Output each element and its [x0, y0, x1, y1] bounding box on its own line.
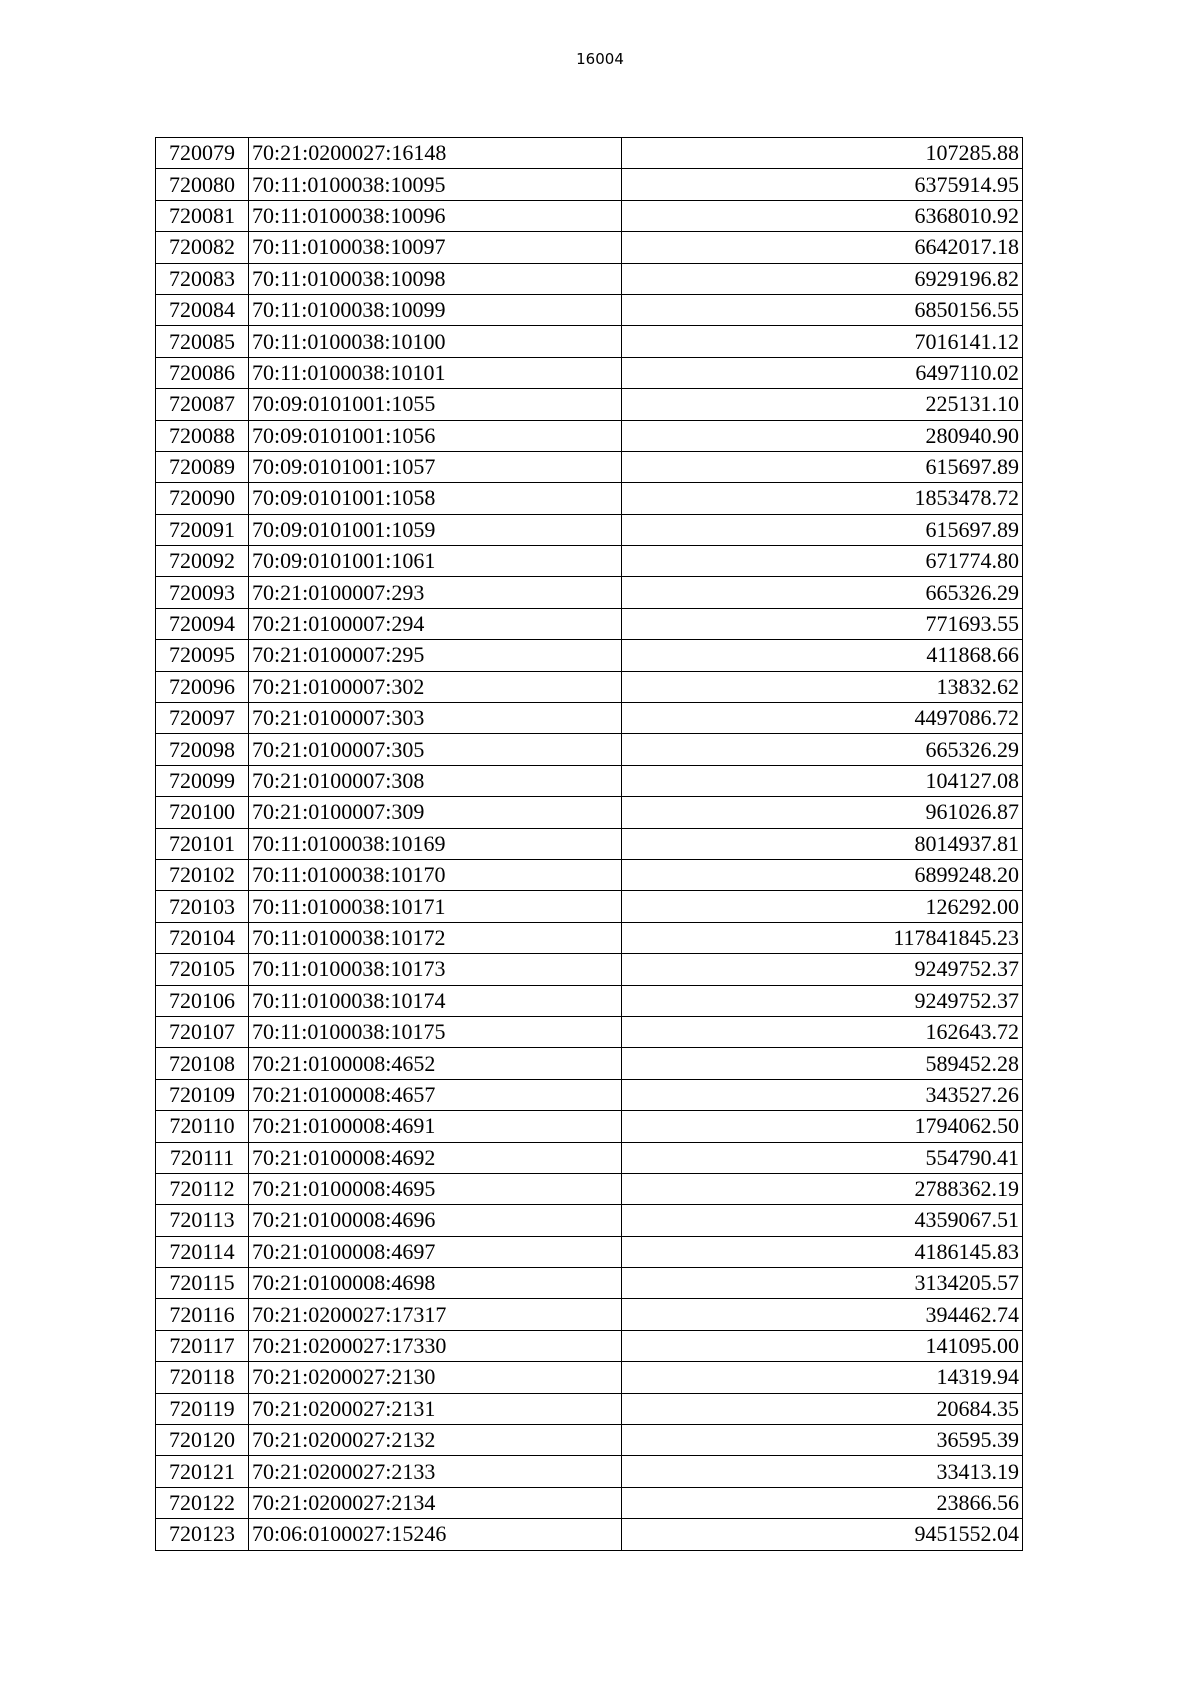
table-row [156, 640, 1023, 671]
cadastral-number-cell: 70:21:0100008:4695 [249, 1173, 622, 1204]
cadastral-number-cell: 70:11:0100038:10096 [249, 200, 622, 231]
value-cell: 1794062.50 [622, 1111, 1023, 1142]
row-number-cell: 720108 [156, 1048, 249, 1079]
value-cell: 4359067.51 [622, 1205, 1023, 1236]
cadastral-number-cell: 70:21:0200027:17317 [249, 1299, 622, 1330]
value-cell: 2788362.19 [622, 1173, 1023, 1204]
cadastral-number-cell: 70:11:0100038:10169 [249, 828, 622, 859]
cadastral-number-cell: 70:21:0100008:4698 [249, 1268, 622, 1299]
value-cell: 33413.19 [622, 1456, 1023, 1487]
value-cell: 107285.88 [622, 138, 1023, 169]
table-row [156, 169, 1023, 200]
row-number-cell: 720109 [156, 1079, 249, 1110]
table-row [156, 1456, 1023, 1487]
row-number-cell: 720092 [156, 546, 249, 577]
row-number-cell: 720104 [156, 922, 249, 953]
row-number-cell: 720095 [156, 640, 249, 671]
row-number-cell: 720121 [156, 1456, 249, 1487]
table-row [156, 859, 1023, 890]
value-cell: 13832.62 [622, 671, 1023, 702]
cadastral-number-cell: 70:21:0200027:2132 [249, 1425, 622, 1456]
table-row [156, 954, 1023, 985]
row-number-cell: 720101 [156, 828, 249, 859]
row-number-cell: 720115 [156, 1268, 249, 1299]
row-number-cell: 720093 [156, 577, 249, 608]
value-cell: 9249752.37 [622, 985, 1023, 1016]
value-cell: 343527.26 [622, 1079, 1023, 1110]
row-number-cell: 720114 [156, 1236, 249, 1267]
value-cell: 162643.72 [622, 1016, 1023, 1047]
value-cell: 126292.00 [622, 891, 1023, 922]
row-number-cell: 720079 [156, 138, 249, 169]
row-number-cell: 720122 [156, 1487, 249, 1518]
value-cell: 615697.89 [622, 451, 1023, 482]
table-row [156, 797, 1023, 828]
cadastral-number-cell: 70:21:0100007:305 [249, 734, 622, 765]
table-row [156, 514, 1023, 545]
row-number-cell: 720123 [156, 1519, 249, 1550]
table-row [156, 985, 1023, 1016]
row-number-cell: 720107 [156, 1016, 249, 1047]
table-row [156, 483, 1023, 514]
row-number-cell: 720105 [156, 954, 249, 985]
row-number-cell: 720088 [156, 420, 249, 451]
value-cell: 961026.87 [622, 797, 1023, 828]
table-row [156, 294, 1023, 325]
page-number: 16004 [576, 50, 624, 68]
table-row [156, 922, 1023, 953]
table-row [156, 1393, 1023, 1424]
table-row [156, 891, 1023, 922]
table-row [156, 1299, 1023, 1330]
cadastral-number-cell: 70:11:0100038:10100 [249, 326, 622, 357]
row-number-cell: 720084 [156, 294, 249, 325]
value-cell: 104127.08 [622, 765, 1023, 796]
table-row [156, 1142, 1023, 1173]
table-row [156, 1048, 1023, 1079]
cadastral-number-cell: 70:11:0100038:10101 [249, 357, 622, 388]
table-row [156, 1425, 1023, 1456]
row-number-cell: 720087 [156, 389, 249, 420]
value-cell: 117841845.23 [622, 922, 1023, 953]
value-cell: 6375914.95 [622, 169, 1023, 200]
cadastral-number-cell: 70:21:0100007:309 [249, 797, 622, 828]
row-number-cell: 720099 [156, 765, 249, 796]
table-row [156, 828, 1023, 859]
table-row [156, 577, 1023, 608]
row-number-cell: 720119 [156, 1393, 249, 1424]
value-cell: 14319.94 [622, 1362, 1023, 1393]
value-cell: 554790.41 [622, 1142, 1023, 1173]
table-row [156, 357, 1023, 388]
table-row [156, 703, 1023, 734]
table-row [156, 1362, 1023, 1393]
cadastral-number-cell: 70:21:0200027:2130 [249, 1362, 622, 1393]
cadastral-number-cell: 70:06:0100027:15246 [249, 1519, 622, 1550]
value-cell: 3134205.57 [622, 1268, 1023, 1299]
value-cell: 225131.10 [622, 389, 1023, 420]
cadastral-number-cell: 70:21:0100007:293 [249, 577, 622, 608]
cadastral-number-cell: 70:09:0101001:1055 [249, 389, 622, 420]
value-cell: 665326.29 [622, 734, 1023, 765]
cadastral-number-cell: 70:21:0100007:303 [249, 703, 622, 734]
row-number-cell: 720080 [156, 169, 249, 200]
table-row [156, 451, 1023, 482]
cadastral-number-cell: 70:09:0101001:1058 [249, 483, 622, 514]
value-cell: 20684.35 [622, 1393, 1023, 1424]
value-cell: 7016141.12 [622, 326, 1023, 357]
value-cell: 141095.00 [622, 1330, 1023, 1361]
table-row [156, 389, 1023, 420]
row-number-cell: 720090 [156, 483, 249, 514]
value-cell: 671774.80 [622, 546, 1023, 577]
table-row [156, 1487, 1023, 1518]
row-number-cell: 720081 [156, 200, 249, 231]
cadastral-number-cell: 70:11:0100038:10175 [249, 1016, 622, 1047]
cadastral-number-cell: 70:11:0100038:10171 [249, 891, 622, 922]
value-cell: 1853478.72 [622, 483, 1023, 514]
value-cell: 411868.66 [622, 640, 1023, 671]
cadastral-number-cell: 70:11:0100038:10174 [249, 985, 622, 1016]
table-row [156, 200, 1023, 231]
cadastral-value-table [155, 137, 1023, 1551]
row-number-cell: 720117 [156, 1330, 249, 1361]
table-row [156, 138, 1023, 169]
table-row [156, 1519, 1023, 1550]
value-cell: 4186145.83 [622, 1236, 1023, 1267]
cadastral-number-cell: 70:09:0101001:1057 [249, 451, 622, 482]
row-number-cell: 720096 [156, 671, 249, 702]
cadastral-number-cell: 70:21:0100008:4696 [249, 1205, 622, 1236]
value-cell: 6929196.82 [622, 263, 1023, 294]
cadastral-number-cell: 70:21:0100008:4652 [249, 1048, 622, 1079]
value-cell: 23866.56 [622, 1487, 1023, 1518]
cadastral-number-cell: 70:09:0101001:1061 [249, 546, 622, 577]
row-number-cell: 720100 [156, 797, 249, 828]
table-row [156, 765, 1023, 796]
table-row [156, 1079, 1023, 1110]
value-cell: 9451552.04 [622, 1519, 1023, 1550]
value-cell: 6497110.02 [622, 357, 1023, 388]
row-number-cell: 720091 [156, 514, 249, 545]
value-cell: 9249752.37 [622, 954, 1023, 985]
row-number-cell: 720120 [156, 1425, 249, 1456]
cadastral-number-cell: 70:11:0100038:10170 [249, 859, 622, 890]
cadastral-number-cell: 70:21:0100008:4691 [249, 1111, 622, 1142]
table-row [156, 1205, 1023, 1236]
value-cell: 8014937.81 [622, 828, 1023, 859]
value-cell: 6850156.55 [622, 294, 1023, 325]
cadastral-number-cell: 70:11:0100038:10099 [249, 294, 622, 325]
table-row [156, 671, 1023, 702]
row-number-cell: 720106 [156, 985, 249, 1016]
table-row [156, 1173, 1023, 1204]
value-cell: 280940.90 [622, 420, 1023, 451]
table-row [156, 1111, 1023, 1142]
table-row [156, 608, 1023, 639]
cadastral-number-cell: 70:21:0100007:308 [249, 765, 622, 796]
value-cell: 589452.28 [622, 1048, 1023, 1079]
value-cell: 665326.29 [622, 577, 1023, 608]
row-number-cell: 720103 [156, 891, 249, 922]
table-row [156, 1236, 1023, 1267]
value-cell: 6368010.92 [622, 200, 1023, 231]
table-row [156, 1016, 1023, 1047]
table-row [156, 546, 1023, 577]
value-cell: 6642017.18 [622, 232, 1023, 263]
value-cell: 394462.74 [622, 1299, 1023, 1330]
cadastral-number-cell: 70:11:0100038:10097 [249, 232, 622, 263]
row-number-cell: 720118 [156, 1362, 249, 1393]
table-row [156, 734, 1023, 765]
row-number-cell: 720097 [156, 703, 249, 734]
row-number-cell: 720098 [156, 734, 249, 765]
cadastral-number-cell: 70:21:0100007:294 [249, 608, 622, 639]
cadastral-number-cell: 70:09:0101001:1059 [249, 514, 622, 545]
cadastral-number-cell: 70:21:0200027:16148 [249, 138, 622, 169]
table-row [156, 1268, 1023, 1299]
row-number-cell: 720094 [156, 608, 249, 639]
cadastral-number-cell: 70:21:0200027:2134 [249, 1487, 622, 1518]
cadastral-number-cell: 70:21:0200027:2133 [249, 1456, 622, 1487]
table-row [156, 232, 1023, 263]
cadastral-number-cell: 70:21:0200027:17330 [249, 1330, 622, 1361]
cadastral-number-cell: 70:09:0101001:1056 [249, 420, 622, 451]
row-number-cell: 720086 [156, 357, 249, 388]
cadastral-number-cell: 70:21:0100008:4697 [249, 1236, 622, 1267]
row-number-cell: 720082 [156, 232, 249, 263]
row-number-cell: 720085 [156, 326, 249, 357]
value-cell: 6899248.20 [622, 859, 1023, 890]
cadastral-number-cell: 70:21:0100008:4692 [249, 1142, 622, 1173]
cadastral-number-cell: 70:11:0100038:10095 [249, 169, 622, 200]
value-cell: 771693.55 [622, 608, 1023, 639]
cadastral-number-cell: 70:21:0100007:302 [249, 671, 622, 702]
value-cell: 36595.39 [622, 1425, 1023, 1456]
row-number-cell: 720089 [156, 451, 249, 482]
table-body [156, 138, 1023, 1551]
cadastral-number-cell: 70:21:0100008:4657 [249, 1079, 622, 1110]
row-number-cell: 720110 [156, 1111, 249, 1142]
value-cell: 4497086.72 [622, 703, 1023, 734]
row-number-cell: 720116 [156, 1299, 249, 1330]
table-row [156, 1330, 1023, 1361]
cadastral-number-cell: 70:11:0100038:10172 [249, 922, 622, 953]
cadastral-number-cell: 70:11:0100038:10173 [249, 954, 622, 985]
cadastral-number-cell: 70:21:0200027:2131 [249, 1393, 622, 1424]
table-row [156, 263, 1023, 294]
value-cell: 615697.89 [622, 514, 1023, 545]
cadastral-number-cell: 70:11:0100038:10098 [249, 263, 622, 294]
cadastral-number-cell: 70:21:0100007:295 [249, 640, 622, 671]
row-number-cell: 720112 [156, 1173, 249, 1204]
row-number-cell: 720113 [156, 1205, 249, 1236]
table-row [156, 420, 1023, 451]
row-number-cell: 720102 [156, 859, 249, 890]
table-row [156, 326, 1023, 357]
row-number-cell: 720083 [156, 263, 249, 294]
row-number-cell: 720111 [156, 1142, 249, 1173]
